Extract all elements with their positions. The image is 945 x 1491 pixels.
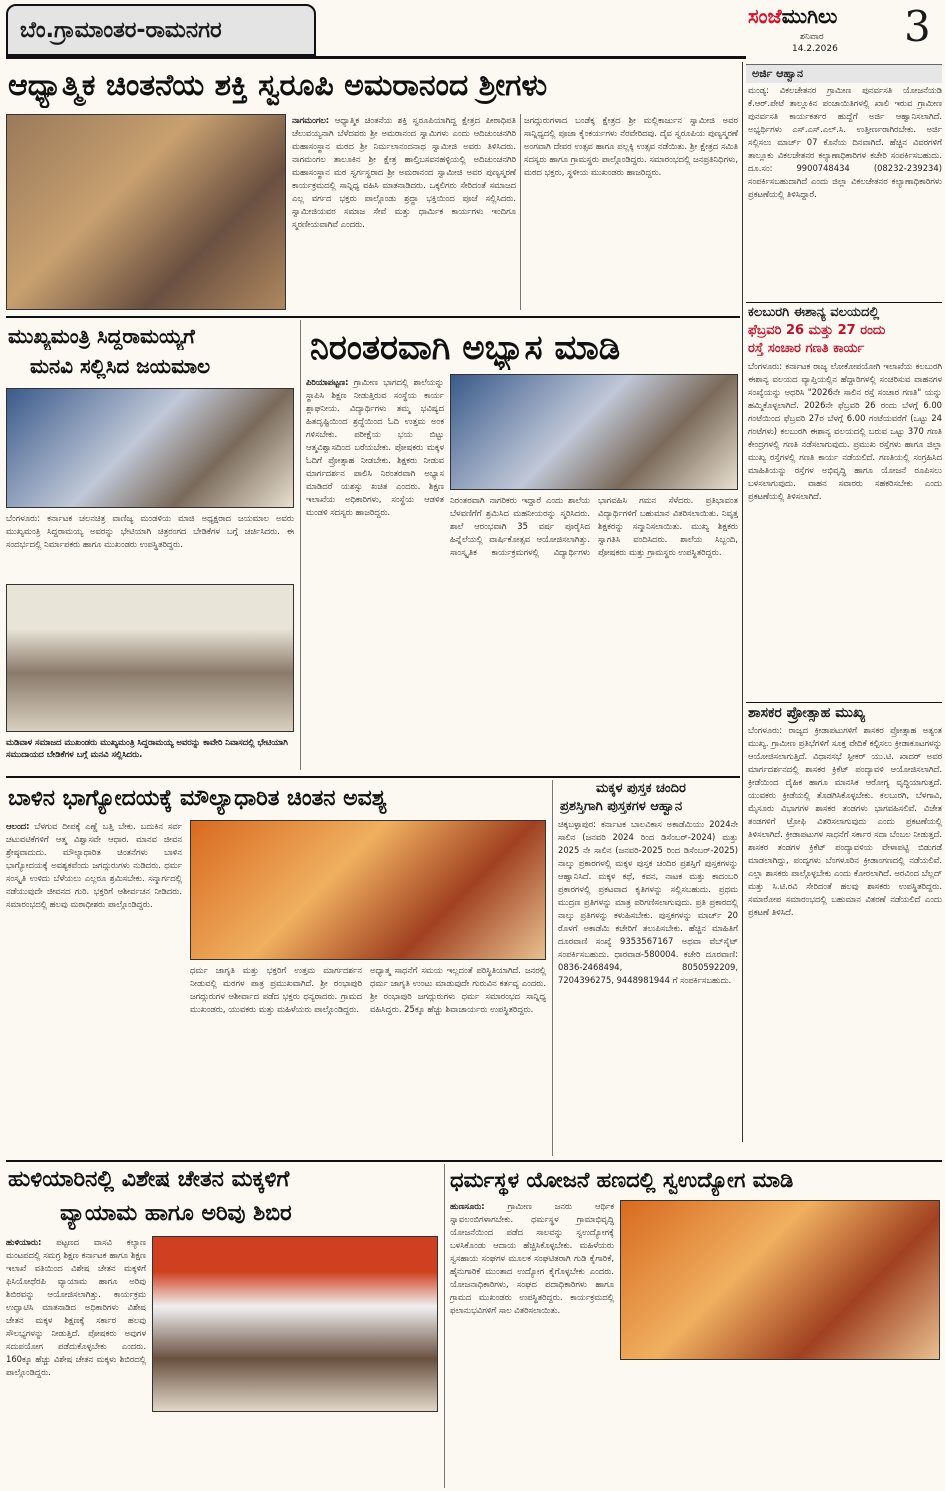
story1-headline: ಆಧ್ಯಾತ್ಮಿಕ ಚಿಂತನೆಯ ಶಕ್ತಿ ಸ್ವರೂಪಿ ಅಮರಾನಂದ ಶ್ರೀಗಳು: [8, 68, 548, 103]
story3-photo: [450, 374, 738, 490]
story6-text: ಹುಳಿಯಾರು: ಪಟ್ಟಣದ ವಾಸವಿ ಕಲ್ಯಾಣ ಮಂಟಪದಲ್ಲಿ ಸಮಗ್ರ ಶಿಕ್ಷಣ ಕರ್ನಾಟಕ ಹಾಗೂ ಶಿಕ್ಷಣ ಇಲಾಖೆ ವತಿಯಿಂದ ವಿಶೇಷ ಚೇತನ ಮಕ್ಕಳಿಗೆ ಫಿಸಿಯೋಥೆರಪಿ ವ್ಯಾಯಾಮ ಹಾಗೂ ಅರಿವು ಶಿಬಿರವನ್ನು ಆಯೋಜಿಸಲಾಗಿತ್ತು. ಕಾರ್ಯಕ್ರಮ ಉದ್ಘಾಟಿಸಿ ಮಾತನಾಡಿದ ಅಧಿಕಾರಿಗಳು ವಿಶೇಷ ಚೇತನ ಮಕ್ಕಳ ಶಿಕ್ಷಣಕ್ಕೆ ಸರ್ಕಾರ ಹಲವು ಸೌಲಭ್ಯಗಳನ್ನು ನೀಡುತ್ತಿದೆ. ಪೋಷಕರು ಅವುಗಳ ಸದುಪಯೋಗ ಪಡೆದುಕೊಳ್ಳಬೇಕು ಎಂದರು. 160ಕ್ಕೂ ಹೆಚ್ಚು ವಿಶೇಷ ಚೇತನ ಮಕ್ಕಳು ಶಿಬಿರದಲ್ಲಿ ಪಾಲ್ಗೊಂಡಿದ್ದರು.: [6, 1237, 146, 1377]
story7-headline: ಧರ್ಮಸ್ಥಳ ಯೋಜನೆ ಹಣದಲ್ಲಿ ಸ್ವಉದ್ಯೋಗ ಮಾಡಿ: [450, 1168, 794, 1192]
story4-col2: ಧರ್ಮ ಜಾಗೃತಿ ಮತ್ತು ಭಕ್ತರಿಗೆ ಉತ್ತಮ ಮಾರ್ಗದರ್ಶನ ನೀಡುವಲ್ಲಿ ಮಠಗಳ ಪಾತ್ರ ಪ್ರಮುಖವಾಗಿದೆ. ಶ್ರೀ ರಂಭಾಪುರಿ ಜಗದ್ಗುರುಗಳ ಆಶೀರ್ವಾದ ಪಡೆದ ಭಕ್ತರು ಧನ್ಯರಾದರು. ಗ್ರಾಮದ ಮುಖಂಡರು, ಯುವಕರು ಮತ್ತು ಮಹಿಳೆಯರು ಪಾಲ್ಗೊಂಡಿದ್ದರು.: [190, 965, 362, 1014]
side-divider: [746, 702, 942, 703]
masthead-logo: ಸಂಜೆಮುಗಿಲು: [748, 4, 838, 28]
masthead: [748, 2, 943, 58]
story6-photo: [152, 1236, 438, 1412]
side2-text: ಬೆಂಗಳೂರು: ಕರ್ನಾಟಕ ರಾಜ್ಯ ಲೋಕೋಪಯೋಗಿ ಇಲಾಖೆಯ ಕಲಬುರಗಿ ಈಶಾನ್ಯ ವಲಯದ ವ್ಯಾಪ್ತಿಯಲ್ಲಿನ ಹೆದ್ದಾರಿಗಳಲ್ಲಿ ಸಂಚರಿಸುವ ವಾಹನಗಳ ಸಂಖ್ಯೆಯನ್ನು ಆಧರಿಸಿ "2026ನೇ ಸಾಲಿನ ರಸ್ತೆ ಸಂಚಾರ ಗಣತಿ" ಯನ್ನು ಹಮ್ಮಿಕೊಳ್ಳಲಾಗಿದೆ. 2026ನೇ ಫೆಬ್ರವರಿ 26 ರಂದು ಬೆಳಗ್ಗೆ 6.00 ಗಂಟೆಯಿಂದ ಫೆಬ್ರವರಿ 27ರ ಬೆಳಗ್ಗೆ 6.00 ಗಂಟೆಯವರೆಗೆ (ಒಟ್ಟು 24 ಗಂಟೆಗಳು) ಕಲಬುರಗಿ ಈಶಾನ್ಯ ವಲಯದಲ್ಲಿ ಬರುವ ಒಟ್ಟು 370 ಗಣತಿ ಕೇಂದ್ರಗಳಲ್ಲಿ ಗಣತಿ ನಡೆಸಲಾಗುವುದು. ಪ್ರಮುಖ ರಸ್ತೆಗಳು ಹಾಗೂ ಜಿಲ್ಲಾ ಮುಖ್ಯ ರಸ್ತೆಗಳಲ್ಲಿ ಗಣತಿ ಕಾರ್ಯ ನಡೆಯಲಿದೆ. ಗಣತಿಯಲ್ಲಿ ಸಂಗ್ರಹಿಸಿದ ಮಾಹಿತಿಯನ್ನು ರಸ್ತೆಗಳ ಅಭಿವೃದ್ಧಿ ಹಾಗೂ ಯೋಜನೆ ರೂಪಿಸಲು ಬಳಸಲಾಗುವುದು. ವಾಹನ ಸವಾರರು ಸಹಕರಿಸಬೇಕು ಎಂದು ಪ್ರಕಟಣೆಯಲ್ಲಿ ತಿಳಿಸಲಾಗಿದೆ.: [748, 361, 942, 501]
story3-col1: ಪಿರಿಯಾಪಟ್ಟಣ: ಗ್ರಾಮೀಣ ಭಾಗದಲ್ಲಿ ಶಾಲೆಯನ್ನು ಸ್ಥಾಪಿಸಿ ಶಿಕ್ಷಣ ನೀಡುತ್ತಿರುವ ಸಂಸ್ಥೆಯ ಕಾರ್ಯ ಶ್ಲಾಘನೀಯ. ವಿದ್ಯಾರ್ಥಿಗಳು ತಮ್ಮ ಭವಿಷ್ಯದ ಹಿತದೃಷ್ಟಿಯಿಂದ ಶ್ರದ್ಧೆಯಿಂದ ಓದಿ ಉತ್ತಮ ಅಂಕ ಗಳಿಸಬೇಕು. ಪರೀಕ್ಷೆಯ ಭಯ ಬಿಟ್ಟು ಆತ್ಮವಿಶ್ವಾಸದಿಂದ ಬರೆಯಬೇಕು. ಪೋಷಕರು ಮಕ್ಕಳ ಓದಿಗೆ ಪ್ರೋತ್ಸಾಹ ನೀಡಬೇಕು. ಶಿಕ್ಷಕರು ನೀಡುವ ಮಾರ್ಗದರ್ಶನ ಪಾಲಿಸಿ ನಿರಂತರವಾಗಿ ಅಭ್ಯಾಸ ಮಾಡಿದರೆ ಯಶಸ್ಸು ಖಚಿತ ಎಂದರು. ಶಿಕ್ಷಣ ಇಲಾಖೆಯ ಅಧಿಕಾರಿಗಳು, ಸಂಸ್ಥೆಯ ಆಡಳಿತ ಮಂಡಳಿ ಸದಸ್ಯರು ಹಾಜರಿದ್ದರು.: [306, 377, 444, 517]
story2-photo2: [6, 584, 294, 732]
header-rule: [6, 56, 746, 59]
story5-headline-a: ಮಕ್ಕಳ ಪುಸ್ತಕ ಚಂದಿರ: [596, 781, 686, 796]
story1-photo: [6, 114, 286, 310]
section-rule: [6, 316, 740, 318]
story6-headline-b: ವ್ಯಾಯಾಮ ಹಾಗೂ ಅರಿವು ಶಿಬಿರ: [60, 1201, 292, 1226]
story2-text: ಬೆಂಗಳೂರು: ಕರ್ನಾಟಕ ಚಲನಚಿತ್ರ ವಾಣಿಜ್ಯ ಮಂಡಳಿಯ ಮಾಜಿ ಅಧ್ಯಕ್ಷರಾದ ಜಯಮಾಲ ಅವರು ಮುಖ್ಯಮಂತ್ರಿ ಸಿದ್ದರಾಮಯ್ಯ ಅವರನ್ನು ಭೇಟಿಯಾಗಿ ಚಿತ್ರರಂಗದ ಬೇಡಿಕೆಗಳ ಬಗ್ಗೆ ಚರ್ಚಿಸಿದರು. ಈ ಸಂದರ್ಭದಲ್ಲಿ ನಿರ್ಮಾಪಕರು ಹಾಗೂ ಮುಖಂಡರು ಉಪಸ್ಥಿತರಿದ್ದರು.: [6, 513, 294, 549]
story3-headline: ನಿರಂತರವಾಗಿ ಅಭ್ಯಾಸ ಮಾಡಿ: [310, 328, 621, 368]
section-title: ಬೆಂ.ಗ್ರಾಮಾಂತರ-ರಾಮನಗರ: [6, 4, 316, 56]
masthead-date: 14.2.2026: [792, 44, 838, 54]
masthead-day: ಶನಿವಾರ: [800, 32, 824, 42]
side3-text: ಬೆಂಗಳೂರು: ರಾಜ್ಯದ ಕ್ರೀಡಾಪಟುಗಳಿಗೆ ಶಾಸಕರ ಪ್ರೋತ್ಸಾಹ ಅತ್ಯಂತ ಮುಖ್ಯ. ಗ್ರಾಮೀಣ ಪ್ರತಿಭೆಗಳಿಗೆ ಸೂಕ್ತ ವೇದಿಕೆ ಕಲ್ಪಿಸಲು ಕ್ರೀಡಾಕೂಟಗಳನ್ನು ಆಯೋಜಿಸಲಾಗುತ್ತಿದೆ. ವಿಧಾನಸಭೆ ಸ್ಪೀಕರ್ ಯು.ಟಿ. ಖಾದರ್ ಅವರ ಮಾರ್ಗದರ್ಶನದಲ್ಲಿ ಶಾಸಕರ ಕ್ರಿಕೆಟ್ ಪಂದ್ಯಾವಳಿ ಆಯೋಜಿಸಲಾಗಿದೆ. ಕ್ರೀಡೆಯಿಂದ ದೈಹಿಕ ಹಾಗೂ ಮಾನಸಿಕ ಆರೋಗ್ಯ ವೃದ್ಧಿಯಾಗುತ್ತದೆ. ಯುವಕರು ಕ್ರೀಡೆಯಲ್ಲಿ ತೊಡಗಿಸಿಕೊಳ್ಳಬೇಕು. ಕಲಬುರಗಿ, ಬೆಳಗಾವಿ, ಮೈಸೂರು ವಿಭಾಗಗಳ ಶಾಸಕರ ತಂಡಗಳು ಭಾಗವಹಿಸಲಿವೆ. ವಿಜೇತ ತಂಡಗಳಿಗೆ ಟ್ರೋಫಿ ವಿತರಿಸಲಾಗುವುದು ಎಂದು ಪ್ರಕಟಣೆಯಲ್ಲಿ ತಿಳಿಸಲಾಗಿದೆ. ಕ್ರೀಡಾಪಟುಗಳ ಸಾಧನೆಗೆ ಸರ್ಕಾರ ಸದಾ ಬೆಂಬಲ ನೀಡುತ್ತದೆ. ಶಾಸಕರ ತಂಡಗಳ ಕ್ರಿಕೆಟ್ ಪಂದ್ಯಾವಳಿಯ ವೇಳಾಪಟ್ಟಿ ಬಿಡುಗಡೆ ಮಾಡಲಾಗಿದ್ದು, ಪಂದ್ಯಗಳು ಬೆಂಗಳೂರಿನ ಕ್ರೀಡಾಂಗಣದಲ್ಲಿ ನಡೆಯಲಿವೆ. ಎಲ್ಲಾ ಶಾಸಕರು ಪಾಲ್ಗೊಳ್ಳಬೇಕು ಎಂದು ಕೋರಲಾಗಿದೆ. ಅರವಿಂದ ಬೆಲ್ಲದ್ ಮತ್ತು ಸಿ.ಟಿ.ರವಿ ಸೇರಿದಂತೆ ಹಲವು ಶಾಸಕರು ಉಪಸ್ಥಿತರಿದ್ದರು. ಸಮಾರೋಪ ಸಮಾರಂಭದಲ್ಲಿ ಬಹುಮಾನ ವಿತರಣೆ ನಡೆಯಲಿದೆ ಎಂದು ಪ್ರಕಟಣೆ ತಿಳಿಸಿದೆ.: [748, 725, 942, 917]
story2-caption: ಮಡಿವಾಳ ಸಮಾಜದ ಮುಖಂಡರು ಮುಖ್ಯಮಂತ್ರಿ ಸಿದ್ದರಾಮಯ್ಯ ಅವರನ್ನು ಕಾವೇರಿ ನಿವಾಸದಲ್ಲಿ ಭೇಟಿಯಾಗಿ ಸಮುದಾಯದ ಬೇಡಿಕೆಗಳ ಬಗ್ಗೆ ಮನವಿ ಸಲ್ಲಿಸಿದರು.: [6, 737, 288, 759]
sidebar-rule: [742, 62, 743, 1142]
story5-text: ಚಿಕ್ಕಬಳ್ಳಾಪುರ: ಕರ್ನಾಟಕ ಬಾಲವಿಕಾಸ ಅಕಾಡೆಮಿಯು 2024ನೇ ಸಾಲಿನ (ಜನವರಿ 2024 ರಿಂದ ಡಿಸೆಂಬರ್-2024) ಮತ್ತು 2025 ನೇ ಸಾಲಿನ (ಜನವರಿ-2025 ರಿಂದ ಡಿಸೆಂಬರ್-2025) ನಾಲ್ಕು ಪ್ರಕಾರಗಳಲ್ಲಿ ಮಕ್ಕಳ ಪುಸ್ತಕ ಚಂದಿರ ಪ್ರಶಸ್ತಿಗೆ ಪುಸ್ತಕಗಳನ್ನು ಆಹ್ವಾನಿಸಿದೆ. ಮಕ್ಕಳ ಕಥೆ, ಕವನ, ನಾಟಕ ಮತ್ತು ಕಾದಂಬರಿ ಪ್ರಕಾರಗಳಲ್ಲಿ ಪ್ರಕಟವಾದ ಕೃತಿಗಳನ್ನು ಸಲ್ಲಿಸಬಹುದು. ಪ್ರಥಮ ಮುದ್ರಣ ಪ್ರತಿಗಳನ್ನು ಮಾತ್ರ ಪರಿಗಣಿಸಲಾಗುವುದು. ಪ್ರತಿ ಪ್ರಕಾರದಲ್ಲಿ ನಾಲ್ಕು ಪ್ರತಿಗಳನ್ನು ಕಳುಹಿಸಬೇಕು. ಪುಸ್ತಕಗಳನ್ನು ಮಾರ್ಚ್ 20 ರೊಳಗೆ ಅಕಾಡೆಮಿ ಕಚೇರಿಗೆ ತಲುಪಿಸಬೇಕು. ಹೆಚ್ಚಿನ ಮಾಹಿತಿಗೆ ದೂರವಾಣಿ ಸಂಖ್ಯೆ 9353567167 ಅಥವಾ ವೆಬ್‌ಸೈಟ್ ಸಂಪರ್ಕಿಸಬಹುದು. ಧಾರವಾಡ-580004. ಕಚೇರಿ ದೂರವಾಣಿ: 0836-2468494, 8050592209, 7204396275, 9448981944 ಗೆ ಸಂಪರ್ಕಿಸಬಹುದು.: [558, 819, 738, 985]
story2-photo: [6, 388, 294, 508]
story5-headline-b: ಪ್ರಶಸ್ತಿಗಾಗಿ ಪುಸ್ತಕಗಳ ಆಹ್ವಾನ: [560, 799, 683, 814]
side3-title: ಶಾಸಕರ ಪ್ರೋತ್ಸಾಹ ಮುಖ್ಯ: [748, 705, 866, 721]
side-divider: [746, 302, 942, 303]
story2-headline-a: ಮುಖ್ಯಮಂತ್ರಿ ಸಿದ್ದರಾಮಯ್ಯಗೆ: [8, 324, 195, 348]
side2-title-b: ಫೆಬ್ರವರಿ 26 ಮತ್ತು 27 ರಂದು: [748, 323, 886, 338]
column-rule: [552, 780, 553, 1156]
story4-col1: ಆಲಂದ: ಬೆಳಗುವ ದೀಪಕ್ಕೆ ಎಣ್ಣೆ ಬತ್ತಿ ಬೇಕು. ಬದುಕಿನ ಸರ್ವ ಚಟುವಟಿಕೆಗಳಿಗೆ ಆತ್ಮ ವಿಶ್ವಾಸವೇ ಆಧಾರ. ಮಾನವ ಜೀವನ ಶ್ರೇಷ್ಠವಾದುದು. ಮೌಲ್ಯಾಧಾರಿತ ಚಿಂತನೆಗಳು ಬಾಳಿನ ಭಾಗ್ಯೋದಯಕ್ಕೆ ಅವಶ್ಯಕವೆಂದು ಜಗದ್ಗುರುಗಳು ನುಡಿದರು. ಧರ್ಮ ಸಂಸ್ಕೃತಿ ಉಳಿದು ಬೆಳೆಯಲು ಎಲ್ಲರೂ ಶ್ರಮಿಸಬೇಕು. ಸನ್ಮಾರ್ಗದಲ್ಲಿ ನಡೆಯುವುದೇ ಜೀವನದ ಗುರಿ. ಭಕ್ತರಿಗೆ ಆಶೀರ್ವಚನ ನೀಡಿದರು. ಸಮಾರಂಭದಲ್ಲಿ ಹಲವು ಮಠಾಧೀಶರು ಪಾಲ್ಗೊಂಡಿದ್ದರು.: [6, 821, 182, 909]
story2-headline-b: ಮನವಿ ಸಲ್ಲಿಸಿದ ಜಯಮಾಲ: [30, 354, 211, 378]
section-rule: [6, 776, 740, 778]
column-rule: [300, 320, 301, 770]
section-rule: [6, 1160, 942, 1162]
story7-photo: [620, 1200, 940, 1360]
side1-text: ಮಂಡ್ಯ: ವಿಕಲಚೇತನರ ಗ್ರಾಮೀಣ ಪುನರ್ವಸತಿ ಯೋಜನೆಯಡಿ ಕೆ.ಆರ್.ಪೇಟೆ ತಾಲ್ಲೂಕಿನ ಪಂಚಾಯಿತಿಗಳಲ್ಲಿ ಖಾಲಿ ಇರುವ ಗ್ರಾಮೀಣ ಪುನರ್ವಸತಿ ಕಾರ್ಯಕರ್ತರ ಹುದ್ದೆಗೆ ಅರ್ಜಿ ಆಹ್ವಾನಿಸಲಾಗಿದೆ. ಅಭ್ಯರ್ಥಿಗಳು ಎಸ್.ಎಸ್.ಎಲ್.ಸಿ. ಉತ್ತೀರ್ಣರಾಗಿರಬೇಕು. ಅರ್ಜಿ ಸಲ್ಲಿಸಲು ಮಾರ್ಚ್ 07 ಕೊನೆಯ ದಿನವಾಗಿದೆ. ಹೆಚ್ಚಿನ ವಿವರಗಳಿಗೆ ತಾಲ್ಲೂಕು ವಿಕಲಚೇತನರ ಕಲ್ಯಾಣಾಧಿಕಾರಿಗಳ ಕಚೇರಿ ಸಂಪರ್ಕಿಸಬಹುದು. ದೂ.ಸಂ: 9900748434 (08232-239234) ಸಂಪರ್ಕಿಸಬಹುದಾಗಿದೆ ಎಂದು ಜಿಲ್ಲಾ ವಿಕಲಚೇತನರ ಕಲ್ಯಾಣಾಧಿಕಾರಿಗಳು ಪ್ರಕಟಣೆಯಲ್ಲಿ ತಿಳಿಸಿದ್ದಾರೆ.: [748, 85, 942, 199]
column-rule: [444, 1164, 445, 1488]
story4-photo: [190, 820, 546, 960]
story3-col2: ನಿರಂತರವಾಗಿ ನಾಗರಿಕರು ಇದ್ದಾರೆ ಎಂದು ಶಾಲೆಯ ಬೆಳವಣಿಗೆಗೆ ಶ್ರಮಿಸಿದ ಮಹನೀಯರನ್ನು ಸ್ಮರಿಸಿದರು. ಶಾಲೆ ಆರಂಭವಾಗಿ 35 ವರ್ಷ ಪೂರೈಸಿದ ಹಿನ್ನೆಲೆಯಲ್ಲಿ ವಾರ್ಷಿಕೋತ್ಸವ ಆಯೋಜಿಸಲಾಗಿತ್ತು. ಸಾಂಸ್ಕೃತಿಕ ಕಾರ್ಯಕ್ರಮಗಳಲ್ಲಿ ವಿದ್ಯಾರ್ಥಿಗಳು ಭಾಗವಹಿಸಿ ಗಮನ ಸೆಳೆದರು. ಪ್ರತಿಭಾವಂತ ವಿದ್ಯಾರ್ಥಿಗಳಿಗೆ ಬಹುಮಾನ ವಿತರಿಸಲಾಯಿತು. ನಿವೃತ್ತ ಶಿಕ್ಷಕರನ್ನು ಸನ್ಮಾನಿಸಲಾಯಿತು. ಮುಖ್ಯ ಶಿಕ್ಷಕರು ಸ್ವಾಗತಿಸಿ ವಂದಿಸಿದರು. ಶಾಲೆಯ ಸಿಬ್ಬಂದಿ, ಪೋಷಕರು ಮತ್ತು ಗ್ರಾಮಸ್ಥರು ಉಪಸ್ಥಿತರಿದ್ದರು.: [450, 495, 738, 557]
story4-col3: ಅಧ್ಯಾತ್ಮ ಸಾಧನೆಗೆ ಸಮಯ ಇಲ್ಲದಂತೆ ಪರಿಸ್ಥಿತಿಯಾಗಿದೆ. ಜನರಲ್ಲಿ ಧರ್ಮ ಜಾಗೃತಿ ಉಂಟು ಮಾಡುವುದೇ ಗುರುವಿನ ಕರ್ತವ್ಯ ಎಂದರು. ಶ್ರೀ ರಂಭಾಪುರಿ ಜಗದ್ಗುರುಗಳು ಧರ್ಮ ಸಮಾರಂಭದ ಸಾನ್ನಿಧ್ಯ ವಹಿಸಿದ್ದರು. 25ಕ್ಕೂ ಹೆಚ್ಚು ಶಿವಾಚಾರ್ಯರು ಉಪಸ್ಥಿತರಿದ್ದರು.: [370, 965, 546, 1014]
column-rule: [520, 114, 521, 310]
side1-head: ಅರ್ಜಿ ಆಹ್ವಾನ: [746, 64, 942, 83]
story1-col2: ಜಗದ್ಗುರುಗಳಾದ ಬಂಡೆಕ್ಕ ಕ್ಷೇತ್ರದ ಶ್ರೀ ಮಲ್ಲಿಕಾರ್ಜುನ ಸ್ವಾಮೀಜಿ ಅವರ ಸಾನ್ನಿಧ್ಯದಲ್ಲಿ ಪೂಜಾ ಕೈಂಕರ್ಯಗಳು ನೆರವೇರಿದವು. ದೈವ ಸ್ವರೂಪಿಯ ಪುಣ್ಯಸ್ಮರಣೆ ಅಂಗವಾಗಿ ದೇವರ ಉತ್ಸವ ಹಾಗೂ ಪಲ್ಲಕ್ಕಿ ಉತ್ಸವ ನಡೆಯಿತು. ಶ್ರೀ ಕ್ಷೇತ್ರದ ಸಮಿತಿ ಸದಸ್ಯರು ಹಾಗೂ ಗ್ರಾಮಸ್ಥರು ಪಾಲ್ಗೊಂಡಿದ್ದರು. ಸಮಾರಂಭದಲ್ಲಿ ಜನಪ್ರತಿನಿಧಿಗಳು, ಮಠದ ಭಕ್ತರು, ಸ್ಥಳೀಯ ಮುಖಂಡರು ಹಾಜರಿದ್ದರು.: [524, 115, 738, 177]
story4-headline: ಬಾಳಿನ ಭಾಗ್ಯೋದಯಕ್ಕೆ ಮೌಲ್ಯಾಧಾರಿತ ಚಿಂತನ ಅವಶ್ಯ: [8, 786, 387, 811]
side2-title-c: ರಸ್ತೆ ಸಂಚಾರ ಗಣತಿ ಕಾರ್ಯ: [748, 341, 865, 356]
page-number: 3: [904, 2, 931, 51]
story7-text: ಹುಣಸೂರು: ಗ್ರಾಮೀಣ ಜನರು ಆರ್ಥಿಕ ಸ್ವಾವಲಂಬಿಗಳಾಗಬೇಕು. ಧರ್ಮಸ್ಥಳ ಗ್ರಾಮಾಭಿವೃದ್ಧಿ ಯೋಜನೆಯಿಂದ ಪಡೆದ ಸಾಲವನ್ನು ಸ್ವಉದ್ಯೋಗಕ್ಕೆ ಬಳಸಿಕೊಂಡು ಆದಾಯ ಹೆಚ್ಚಿಸಿಕೊಳ್ಳಬೇಕು. ಮಹಿಳೆಯರು ಸ್ವಸಹಾಯ ಸಂಘಗಳ ಮೂಲಕ ಸಂಘಟಿತರಾಗಿ ಗುಡಿ ಕೈಗಾರಿಕೆ, ಹೈನುಗಾರಿಕೆ ಮುಂತಾದ ಉದ್ಯೋಗ ಕೈಗೊಳ್ಳಬೇಕು ಎಂದರು. ಯೋಜನಾಧಿಕಾರಿಗಳು, ಸಂಘದ ಪದಾಧಿಕಾರಿಗಳು ಹಾಗೂ ಗ್ರಾಮದ ಮುಖಂಡರು ಉಪಸ್ಥಿತರಿದ್ದರು. ಕಾರ್ಯಕ್ರಮದಲ್ಲಿ ಫಲಾನುಭವಿಗಳಿಗೆ ಸಾಲ ವಿತರಿಸಲಾಯಿತು.: [450, 1201, 614, 1315]
side2-title-a: ಕಲಬುರಗಿ ಈಶಾನ್ಯ ವಲಯದಲ್ಲಿ: [748, 305, 880, 320]
story6-headline-a: ಹುಳಿಯಾರಿನಲ್ಲಿ ವಿಶೇಷ ಚೇತನ ಮಕ್ಕಳಿಗೆ: [8, 1167, 290, 1192]
story1-col1: ನಾಗಮಂಗಲ: ಆಧ್ಯಾತ್ಮಿಕ ಚಿಂತನೆಯ ಶಕ್ತಿ ಸ್ವರೂಪಿಯಾಗಿದ್ದ ಕ್ಷೇತ್ರದ ಪೀಠಾಧಿಪತಿ ಚೆಲುವಯ್ಯನಾಗಿ ಬೆಳೆದವರು ಶ್ರೀ ಅಮರಾನಂದ ಸ್ವಾಮಿಗಳು ಎಂದು ಆದಿಚುಂಚನಗಿರಿ ಮಹಾಸಂಸ್ಥಾನ ಮಠದ ಶ್ರೀ ನಿರ್ಮಲಾನಂದನಾಥ ಸ್ವಾಮೀಜಿ ಅವರು ತಿಳಿಸಿದರು. ನಾಗಮಂಗಲ ತಾಲೂಕಿನ ಶ್ರೀ ಕ್ಷೇತ್ರ ಹಾಲ್ತಿಬಸವನಹಳ್ಳಿಯಲ್ಲಿ ಅದಿಚುಂಚನಗಿರಿ ಮಹಾಸಂಸ್ಥಾನ ಮಠ ಸ್ವರ್ಗಸ್ಥರಾದ ಶ್ರೀ ಅಮರಾನಂದ ಸ್ವಾಮೀಜಿ ಅವರ ಪುಣ್ಯಸ್ಮರಣೆ ಕಾರ್ಯಕ್ರಮದಲ್ಲಿ ಸಾನ್ನಿಧ್ಯ ವಹಿಸಿ ಮಾತನಾಡಿದರು. ಒಕ್ಕಲಿಗರು ಸೇರಿದಂತೆ ಸಮಾಜದ ಎಲ್ಲ ವರ್ಗದ ಭಕ್ತರು ಪಾಲ್ಗೊಂಡು ಶ್ರದ್ಧಾ ಭಕ್ತಿಯಿಂದ ಪೂಜೆ ಸಲ್ಲಿಸಿದರು. ಸ್ವಾಮೀಜಿಯವರ ಸಮಾಜ ಸೇವೆ ಮತ್ತು ಧಾರ್ಮಿಕ ಕಾರ್ಯಗಳು ಇಂದಿಗೂ ಸ್ಮರಣೀಯವಾಗಿವೆ ಎಂದರು.: [292, 115, 516, 229]
